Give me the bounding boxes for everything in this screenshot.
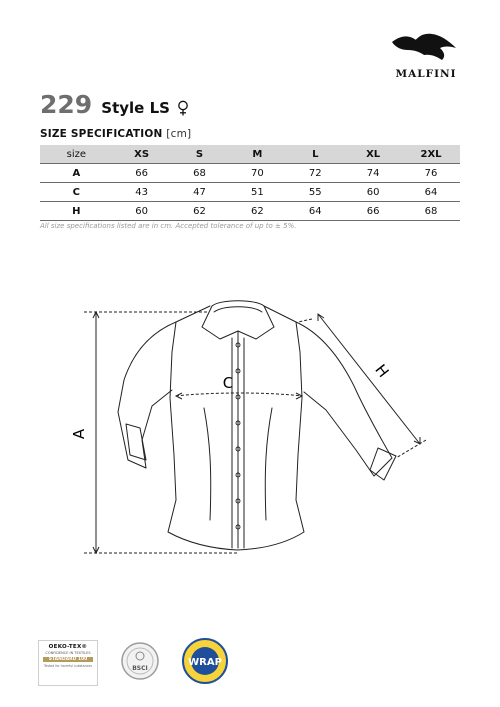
table-cell: 76 [424,167,438,179]
brand-logo [386,28,466,84]
bsci-seal-icon [120,640,160,684]
table-cell: C [72,186,80,198]
product-title [40,90,189,120]
product-style: Style LS [101,99,170,117]
dimension-label-a: A [70,428,88,440]
oeko-tex-label-icon [38,640,98,686]
oeko-title: OEKO-TEX® [48,644,88,650]
size-table [40,145,460,221]
header-cell: XS [113,145,171,164]
table-cell: A [72,167,81,179]
table-cell: 66 [135,167,148,179]
right-sleeve [296,322,392,476]
table-row [40,183,460,202]
header-cell: XL [344,145,402,164]
shirt-technical-drawing [0,290,500,570]
size-spec-unit: [cm] [166,128,192,140]
header-cell: 2XL [402,145,460,164]
table-cell: 51 [251,186,264,198]
table-cell: 64 [308,205,322,217]
shirt-body-outline [168,306,304,550]
table-cell: 60 [135,205,148,217]
table-cell: 72 [308,167,322,179]
table-cell: 74 [366,167,380,179]
header-cell: M [228,145,286,164]
size-spec-title: SIZE SPECIFICATION [40,128,163,140]
table-cell: 43 [135,186,148,198]
wrap-seal-icon [180,637,230,685]
size-table-header [40,145,460,164]
brand-name: MALFINI [395,68,457,80]
size-spec-heading [40,128,191,140]
oeko-badge: STANDARD 100 [43,657,93,662]
table-cell: 68 [424,205,438,217]
oeko-line1: CONFIDENCE IN TEXTILES [45,651,91,655]
table-cell: H [72,205,81,217]
table-cell: 64 [424,186,438,198]
table-cell: 47 [193,186,206,198]
dimension-label-h: H [371,360,393,381]
header-cell: S [171,145,229,164]
tolerance-note: All size specifications listed are in cm. Accepted tolerance of up to ± 5%. [40,222,297,230]
table-cell: 55 [308,186,322,198]
eagle-icon [386,28,466,68]
table-cell: 70 [251,167,264,179]
oeko-line2: Tested for harmful substances [43,664,92,668]
table-cell: 66 [366,205,380,217]
product-number: 229 [40,90,93,119]
table-cell: 62 [193,205,206,217]
table-row [40,164,460,183]
table-cell: 62 [251,205,264,217]
dimension-label-c: C [222,374,234,392]
header-cell: L [286,145,344,164]
table-cell: 60 [366,186,380,198]
wrap-label: WRAP [188,657,222,668]
female-symbol-icon [177,100,189,120]
table-row [40,202,460,221]
left-sleeve [118,322,176,468]
header-cell: size [40,145,113,164]
table-cell: 68 [193,167,206,179]
bsci-label: BSCI [132,665,148,672]
